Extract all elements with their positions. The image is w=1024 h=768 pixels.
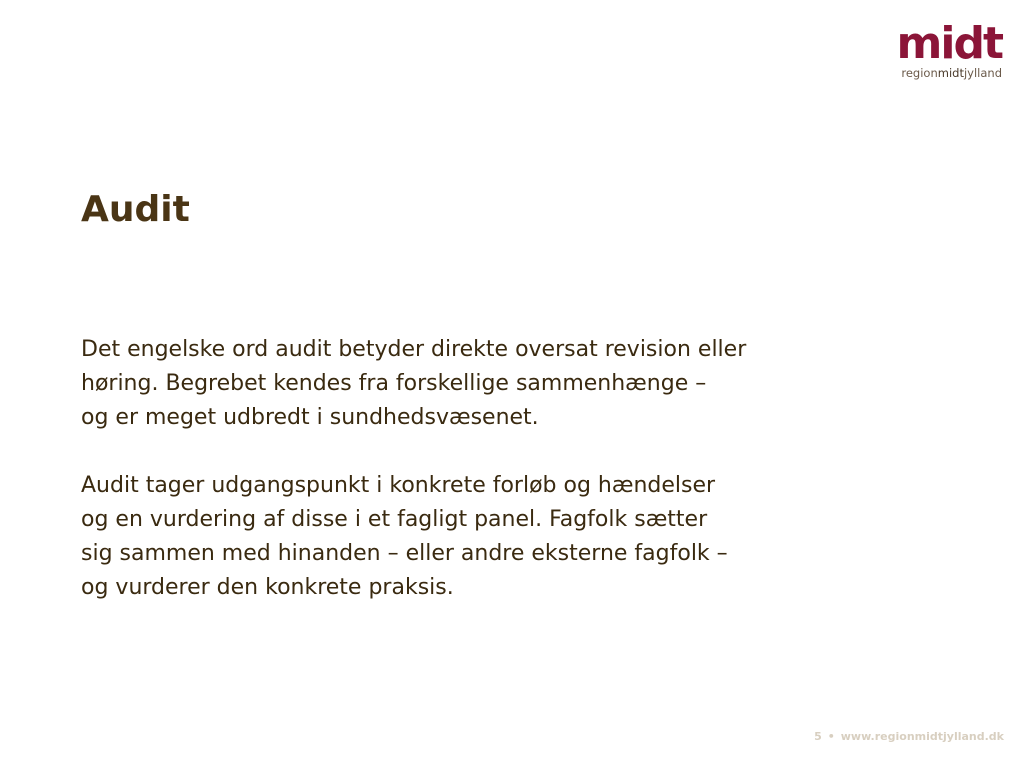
logo-subtitle-suffix: jylland [963,66,1002,80]
paragraph-line: og er meget udbredt i sundhedsvæsenet. [81,405,539,430]
slide-title: Audit [81,189,190,230]
paragraph-2 [81,469,881,605]
logo-subtitle-strong: midt [937,66,964,80]
page-number: 5 [814,730,822,743]
paragraph-line: og vurderer den konkrete praksis. [81,575,454,600]
paragraph-1 [81,333,881,435]
slide-footer [814,730,1004,744]
paragraph-line: og en vurdering af disse i et fagligt panel. Fagfolk sætter [81,507,708,532]
paragraph-line: sig sammen med hinanden – eller andre eksterne fagfolk – [81,541,728,566]
footer-url-link[interactable]: www.regionmidtjylland.dk [840,730,1004,743]
logo-subtitle-prefix: region [901,66,938,80]
logo-subtitle [901,66,1002,80]
paragraph-line: Audit tager udgangspunkt i konkrete forløb og hændelser [81,473,716,498]
region-midtjylland-logo [872,18,1002,84]
paragraph-line: høring. Begrebet kendes fra forskellige sammenhænge – [81,371,707,396]
slide-body [81,333,881,605]
paragraph-line: Det engelske ord audit betyder direkte oversat revision eller [81,337,747,362]
logo-wordmark: midt [896,18,1002,69]
footer-separator: • [827,730,835,743]
